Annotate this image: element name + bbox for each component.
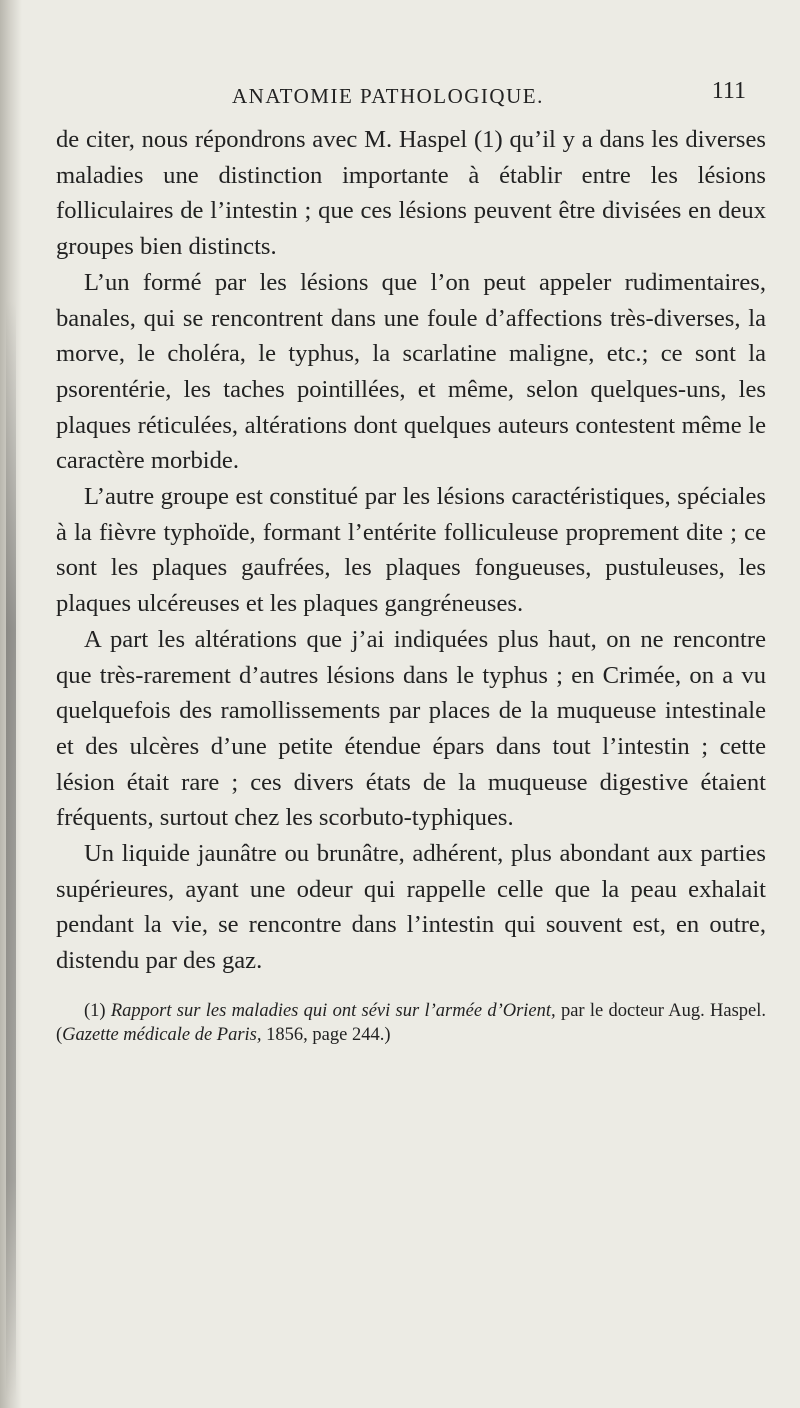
footnote-source: Gazette médicale de Paris, <box>62 1024 262 1045</box>
footnote: (1) Rapport sur les maladies qui ont sévi sur l’armée d’Orient, par le docteur Aug. Haspel. (Gazette médicale de Paris, 1856, page 244.) <box>56 1000 767 1045</box>
footnote-title: Rapport sur les maladies qui ont sévi sur l’armée d’Orient, <box>110 1000 556 1021</box>
footnote-marker: (1) <box>84 1000 106 1021</box>
running-title: ANATOMIE PATHOLOGIQUE. <box>232 84 544 108</box>
binding-shadow <box>6 300 16 1400</box>
paragraph-2: L’un formé par les lésions que l’on peut appeler rudimentaires, banales, qui se rencontrent dans une foule d’affections très-diverses, la morve, le choléra, le typhus, la scarlatine maligne, etc.; ce sont la psorentérie, les taches pointillées, et même, selon quelques-uns, les plaques réticulées, altérations dont quelques auteurs contestent même le caractère morbide. <box>56 268 766 475</box>
page-number: 111 <box>711 78 746 104</box>
body-text <box>56 122 766 979</box>
footnote-source-details: 1856, page 244.) <box>266 1024 391 1045</box>
paragraph-5: Un liquide jaunâtre ou brunâtre, adhérent, plus abondant aux parties supérieures, ayant une odeur qui rappelle celle que la peau exhalait pendant la vie, se rencontre dans l’intestin qui souvent est, en outre, distendu par des gaz. <box>56 840 766 975</box>
paragraph-1: de citer, nous répondrons avec M. Haspel (1) qu’il y a dans les diverses maladies une distinction importante à établir entre les lésions folliculaires de l’intestin ; que ces lésions peuvent être divisées en deux groupes bien distincts. <box>56 126 766 261</box>
book-page <box>56 78 766 1047</box>
paragraph-4: A part les altérations que j’ai indiquées plus haut, on ne rencontre que très-rarement d’autres lésions dans le typhus ; en Crimée, on a vu quelquefois des ramollissements par places de la muqueuse intestinale et des ulcères d’une petite étendue épars dans tout l’intestin ; cette lésion était rare ; ces divers états de la muqueuse digestive étaient fréquents, surtout chez les scorbuto-typhiques. <box>56 625 766 832</box>
paragraph-3: L’autre groupe est constitué par les lésions caractéristiques, spéciales à la fièvre typhoïde, formant l’entérite folliculeuse proprement dite ; ce sont les plaques gaufrées, les plaques fongueuses, pustuleuses, les plaques ulcéreuses et les plaques gangréneuses. <box>56 483 766 618</box>
running-head <box>56 78 766 112</box>
footnote-author: par le docteur Aug. Haspel. <box>560 1000 767 1021</box>
